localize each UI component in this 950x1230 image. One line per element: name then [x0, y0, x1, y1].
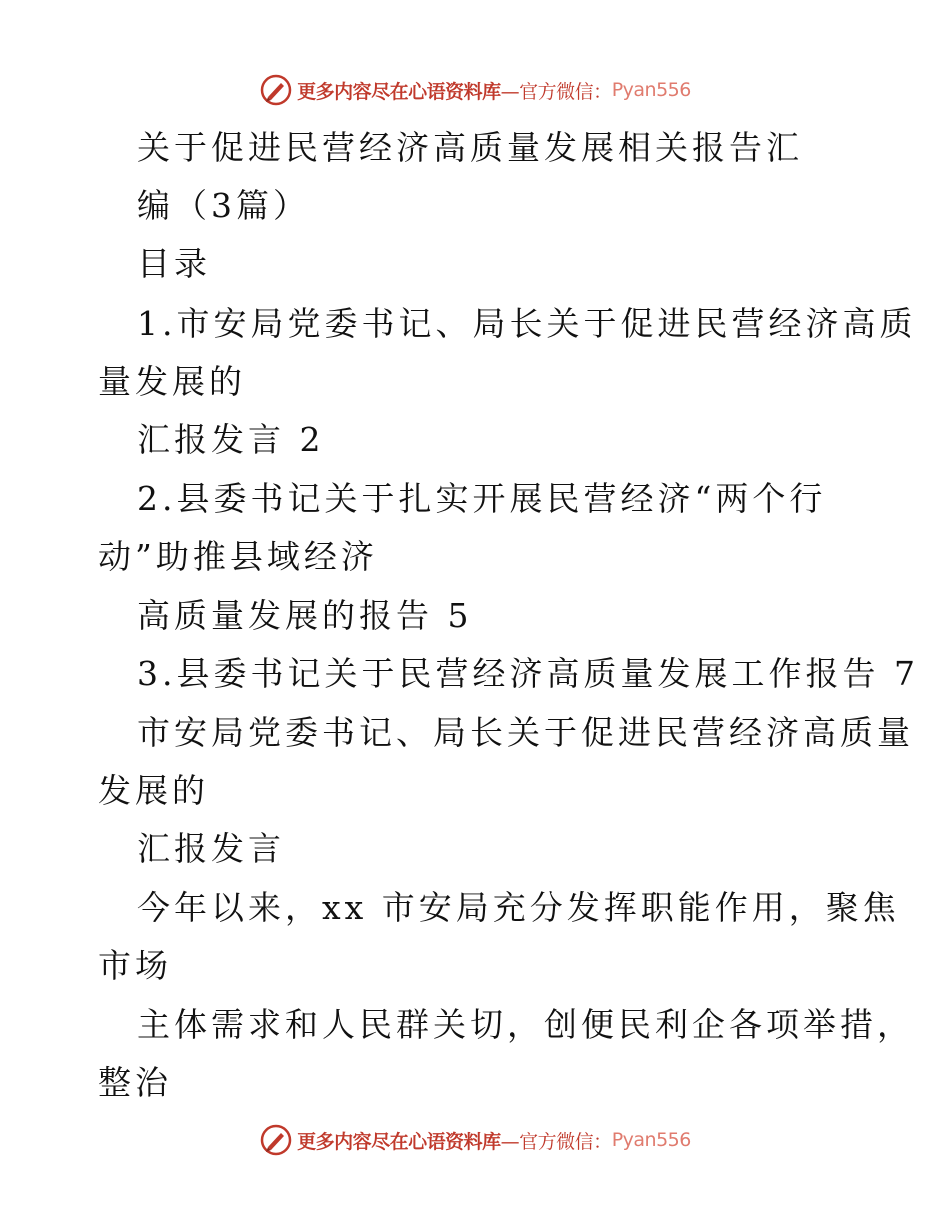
toc-heading: 目录	[137, 244, 211, 283]
toc-item-1-line-1: 1.市安局党委书记、局长关于促进民营经济高质	[137, 304, 917, 343]
section-title-line-1: 市安局党委书记、局长关于促进民营经济高质量	[137, 713, 914, 752]
toc-item-2-line-1: 2.县委书记关于扎实开展民营经济“两个行	[137, 479, 827, 518]
section-title-line-2: 发展的	[98, 771, 209, 810]
pen-logo-icon	[259, 1123, 293, 1157]
paragraph-line-4: 整治	[98, 1063, 172, 1102]
document-title-line-2: 编（3篇）	[137, 186, 310, 225]
toc-item-2-line-2: 动”助推县域经济	[98, 537, 378, 576]
paragraph-line-1: 今年以来，xx 市安局充分发挥职能作用，聚焦	[137, 888, 900, 927]
watermark-wechat-id: Pyan556	[611, 1129, 691, 1151]
document-title-line-1: 关于促进民营经济高质量发展相关报告汇	[137, 128, 803, 167]
toc-item-1-line-2: 量发展的	[98, 362, 246, 401]
paragraph-line-3: 主体需求和人民群关切，创便民利企各项举措，	[137, 1005, 914, 1044]
pen-logo-icon	[259, 73, 293, 107]
paragraph-line-2: 市场	[98, 946, 172, 985]
section-title-line-3: 汇报发言	[137, 829, 285, 868]
watermark-footer	[0, 1120, 950, 1160]
watermark-sub-text: —官方微信：	[500, 80, 612, 103]
watermark-main-text: 更多内容尽在心语资料库	[297, 80, 501, 103]
watermark-main-text: 更多内容尽在心语资料库	[297, 1130, 501, 1153]
toc-item-2-line-3: 高质量发展的报告 5	[137, 596, 473, 635]
toc-item-3: 3.县委书记关于民营经济高质量发展工作报告 7	[137, 654, 919, 693]
watermark-wechat-id: Pyan556	[611, 79, 691, 101]
watermark-header	[0, 70, 950, 110]
toc-item-1-line-3: 汇报发言 2	[137, 420, 325, 459]
watermark-sub-text: —官方微信：	[500, 1130, 612, 1153]
